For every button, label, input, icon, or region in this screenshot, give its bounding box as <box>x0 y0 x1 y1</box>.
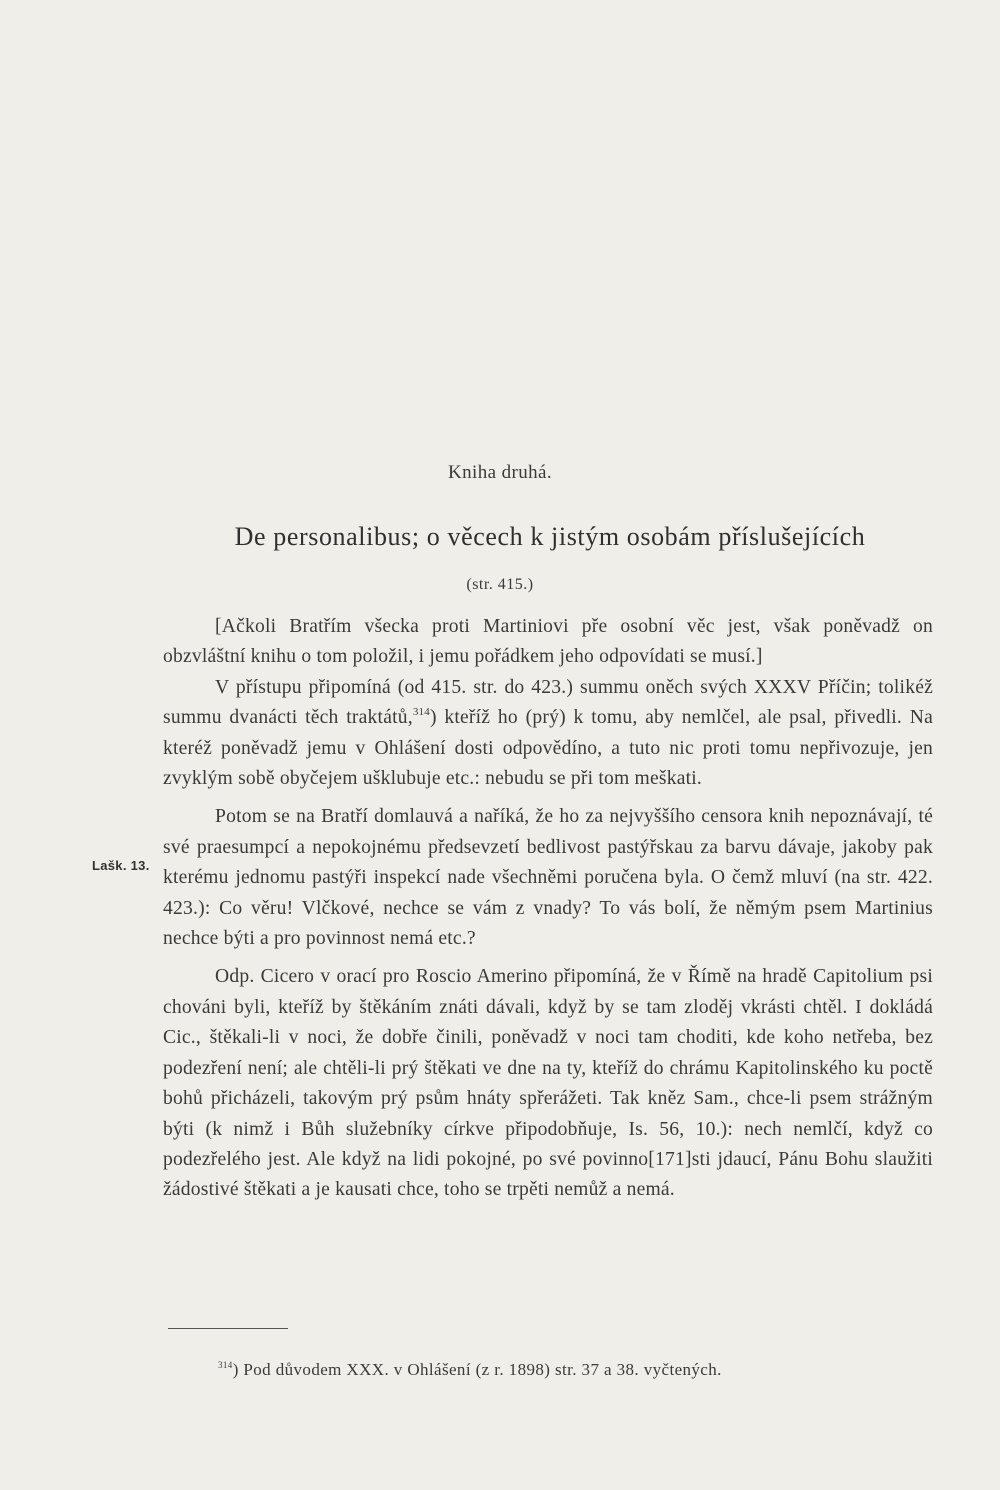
footnote-text: ) Pod důvodem XXX. v Ohlášení (z r. 1898) str. 37 a 38. vyčtených. <box>232 1360 722 1379</box>
running-head: Kniha druhá. <box>448 462 552 483</box>
footnote-reference: 314 <box>412 706 430 719</box>
paragraph-2 <box>163 673 933 795</box>
paragraph-3 <box>163 802 933 954</box>
paragraph-text: ) kteříž ho (prý) k tomu, aby nemlčel, ale psal, přivedli. Na kteréž poněvadž jemu v Ohlášení dosti odpovědíno, a tuto nic proti tomu nepřivozuje, jen zvyklým sobě obyčejem ušklubuje etc.: nebudu se při tom meškati. <box>163 707 933 790</box>
paragraph-4 <box>163 962 933 1205</box>
footnote-marker: 314 <box>218 1360 233 1370</box>
footnote-divider <box>168 1328 288 1329</box>
page-reference: (str. 415.) <box>466 576 534 593</box>
paragraph-text: Odp. Cicero v orací pro Roscio Amerino připomíná, že v Římě na hradě Capitolium psi chováni byli, kteříž by štěkáním znáti dávali, když by se tam zloděj vkrásti chtěl. I dokládá Cic., štěkali-li v noci, že dobře činili, poněvadž v noci tam choditi, kde koho netřeba, bez podezření není; ale chtěli-li prý štěkati ve dne na ty, kteříž do chrámu Kapitolinského ku poctě bohů přicházeli, takovým prý psům hnáty spřerážeti. Tak kněz Sam., chce-li psem strážným býti (k nimž i Bůh služebníky církve připodobňuje, Is. 56, 10.): nech nemlčí, když co podezřelého jest. Ale když na lidi pokojné, po své povinno[171]sti jdaucí, Pánu Bohu slaužiti žádostivé štěkati a je kausati chce, toho se trpěti nemůž a nemá. <box>163 966 933 1201</box>
body-text <box>163 612 933 1206</box>
paragraph-text: V přístupu připomíná (od 415. str. do 423.) summu oněch svých XXXV Příčin; tolikéž summu dvanácti těch traktátů, <box>163 676 933 729</box>
paragraph-1 <box>163 612 933 673</box>
margin-note: Lašk. 13. <box>92 858 150 873</box>
paragraph-text: Potom se na Bratří domlauvá a naříká, že ho za nejvyššího censora knih nepoznávají, té své praesumpcí a nepokojnému předsevzetí bedlivost pastýřskau za barvu dávaje, jakoby pak kterému jednomu pastýři inspekcí nade všechněmi poručena byla. O čemž mluví (na str. 422. 423.): Co věru! Vlčkové, nechce se vám z vnady? To vás bolí, že němým psem Martinius nechce býti a pro povinnost nemá etc.? <box>163 806 933 950</box>
chapter-title: De personalibus; o věcech k jistým osobám příslušejících <box>234 522 866 551</box>
footnote <box>218 1358 938 1382</box>
paragraph-text: [Ačkoli Bratřím všecka proti Martiniovi pře osobní věc jest, však poněvadž on obzvláštní knihu o tom položil, i jemu pořádkem jeho odpovídati se musí.] <box>163 616 933 668</box>
